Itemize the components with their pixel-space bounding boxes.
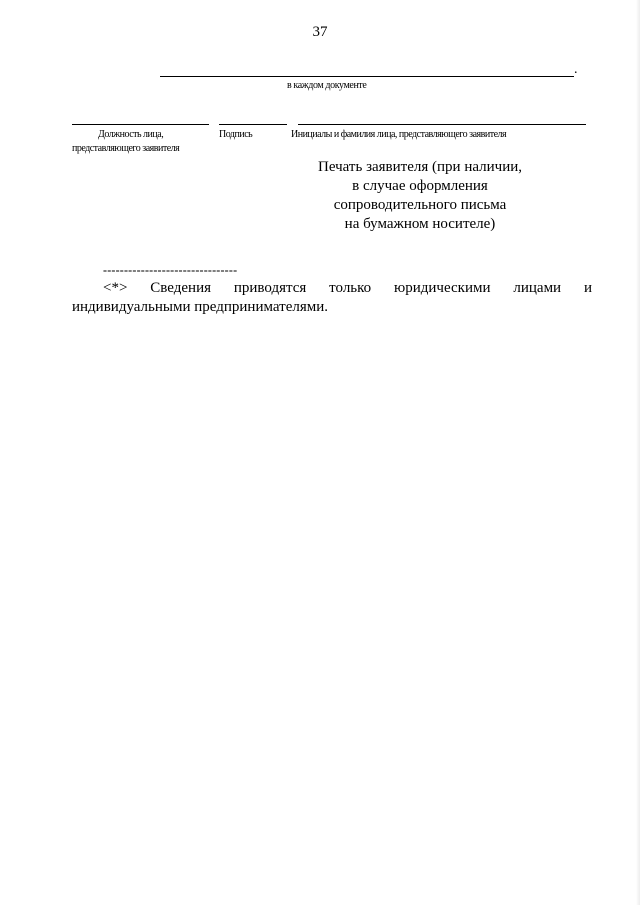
stamp-note [300,158,540,234]
top-field-dot: . [574,62,578,77]
stamp-line-4: на бумажном носителе) [344,216,496,232]
position-line [72,124,209,125]
stamp-line-2: в случае оформления [352,178,488,194]
page-edge-shadow [636,0,640,905]
name-line [298,124,586,125]
position-label-line1: Должность лица, [98,129,164,140]
footnote-text-line2: индивидуальными предпринимателями. [72,299,329,315]
top-field-line [160,76,574,77]
page-number: 37 [312,24,328,40]
stamp-line-3: сопроводительного письма [333,197,507,213]
footnote-text-line1: <*> Сведения приводятся только юридическими лицами и [103,280,592,296]
position-label-line2: представляющего заявителя [72,143,180,154]
name-label: Инициалы и фамилия лица, представляющего заявителя [291,129,507,140]
signature-line [219,124,287,125]
stamp-line-1: Печать заявителя (при наличии, [318,159,522,175]
footnote-separator: -------------------------------- [103,263,238,277]
signature-label: Подпись [219,129,253,140]
top-field-caption: в каждом документе [287,80,367,91]
